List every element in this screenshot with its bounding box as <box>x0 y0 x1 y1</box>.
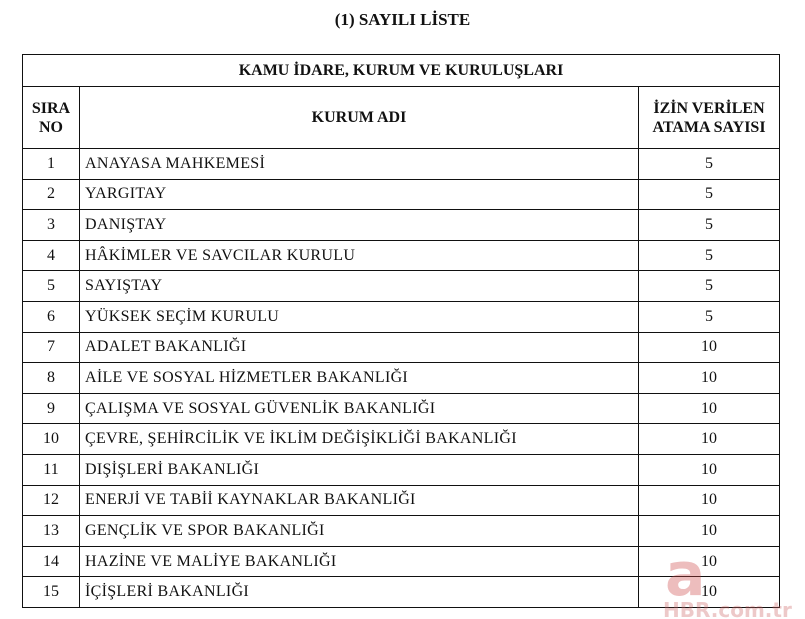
appointment-count: 10 <box>639 577 780 608</box>
institution-name: HÂKİMLER VE SAVCILAR KURULU <box>80 240 639 271</box>
appointment-count: 10 <box>639 516 780 547</box>
institution-name: DIŞİŞLERİ BAKANLIĞI <box>80 454 639 485</box>
row-number: 10 <box>23 424 80 455</box>
row-number: 11 <box>23 454 80 485</box>
row-number: 12 <box>23 485 80 516</box>
svg-text:HBR.com.tr: HBR.com.tr <box>663 598 792 619</box>
row-number: 4 <box>23 240 80 271</box>
institution-name: İÇİŞLERİ BAKANLIĞI <box>80 577 639 608</box>
table-row <box>23 301 780 332</box>
appointment-count: 10 <box>639 332 780 363</box>
row-number: 2 <box>23 179 80 210</box>
institution-name: ADALET BAKANLIĞI <box>80 332 639 363</box>
row-number: 14 <box>23 546 80 577</box>
table-row <box>23 179 780 210</box>
row-number: 15 <box>23 577 80 608</box>
appointment-count: 10 <box>639 363 780 394</box>
table-row <box>23 393 780 424</box>
table-row <box>23 240 780 271</box>
appointment-count: 5 <box>639 149 780 180</box>
table-row <box>23 485 780 516</box>
header-sira-no: SIRA NO <box>23 87 80 149</box>
institution-name: ÇALIŞMA VE SOSYAL GÜVENLİK BAKANLIĞI <box>80 393 639 424</box>
table-row <box>23 363 780 394</box>
row-number: 8 <box>23 363 80 394</box>
table-row <box>23 210 780 241</box>
appointment-count: 5 <box>639 240 780 271</box>
row-number: 1 <box>23 149 80 180</box>
institution-name: DANIŞTAY <box>80 210 639 241</box>
row-number: 6 <box>23 301 80 332</box>
header-atama-sayisi: İZİN VERİLEN ATAMA SAYISI <box>639 87 780 149</box>
institution-name: AİLE VE SOSYAL HİZMETLER BAKANLIĞI <box>80 363 639 394</box>
table-caption: KAMU İDARE, KURUM VE KURULUŞLARI <box>23 55 780 87</box>
institution-name: YARGITAY <box>80 179 639 210</box>
document-title: (1) SAYILI LİSTE <box>334 10 471 29</box>
institution-name: GENÇLİK VE SPOR BAKANLIĞI <box>80 516 639 547</box>
appointment-count: 5 <box>639 210 780 241</box>
row-number: 9 <box>23 393 80 424</box>
table-row <box>23 424 780 455</box>
row-number: 13 <box>23 516 80 547</box>
svg-text:a: a <box>665 545 706 610</box>
appointment-count: 5 <box>639 301 780 332</box>
institution-name: YÜKSEK SEÇİM KURULU <box>80 301 639 332</box>
table-row <box>23 149 780 180</box>
institution-name: HAZİNE VE MALİYE BAKANLIĞI <box>80 546 639 577</box>
row-number: 5 <box>23 271 80 302</box>
row-number: 3 <box>23 210 80 241</box>
institution-name: ÇEVRE, ŞEHİRCİLİK VE İKLİM DEĞİŞİKLİĞİ BAKANLIĞI <box>80 424 639 455</box>
row-number: 7 <box>23 332 80 363</box>
header-kurum-adi: KURUM ADI <box>80 87 639 149</box>
table-row <box>23 546 780 577</box>
table-row <box>23 332 780 363</box>
appointment-count: 10 <box>639 546 780 577</box>
table-row <box>23 577 780 608</box>
institution-name: SAYIŞTAY <box>80 271 639 302</box>
institution-name: ENERJİ VE TABİİ KAYNAKLAR BAKANLIĞI <box>80 485 639 516</box>
appointment-count: 10 <box>639 424 780 455</box>
institution-table <box>22 54 780 608</box>
appointment-count: 10 <box>639 485 780 516</box>
table-row <box>23 271 780 302</box>
appointment-count: 5 <box>639 271 780 302</box>
appointment-count: 10 <box>639 393 780 424</box>
table-row <box>23 454 780 485</box>
institution-name: ANAYASA MAHKEMESİ <box>80 149 639 180</box>
appointment-count: 10 <box>639 454 780 485</box>
table-row <box>23 516 780 547</box>
appointment-count: 5 <box>639 179 780 210</box>
